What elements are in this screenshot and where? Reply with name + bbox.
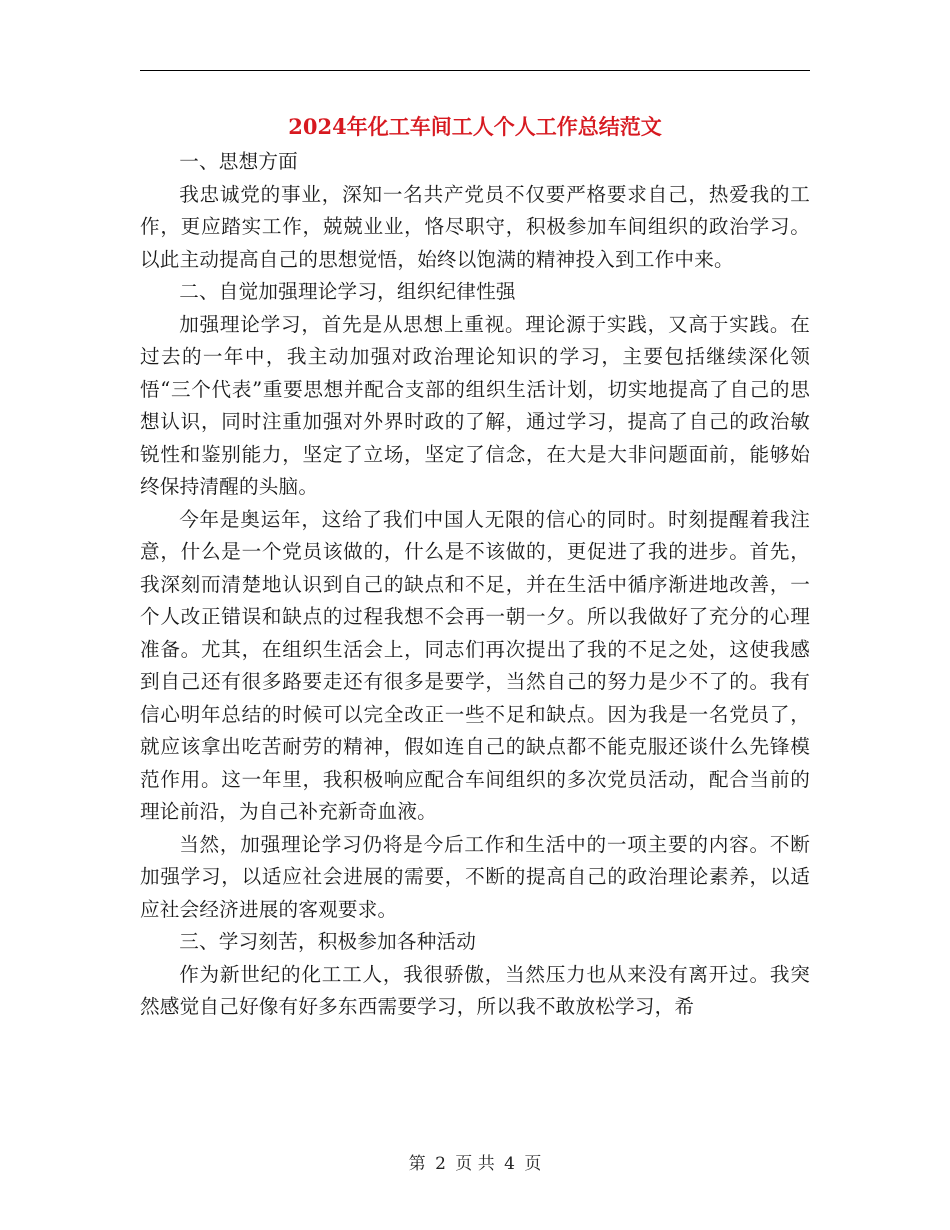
footer-prefix: 第	[408, 1154, 426, 1174]
footer-suffix: 页	[524, 1154, 542, 1174]
footer-total-pages: 4	[504, 1154, 515, 1174]
paragraph-1: 我忠诚党的事业，深知一名共产党员不仅要严格要求自己，热爱我的工作，更应踏实工作，兢兢业业，恪尽职守，积极参加车间组织的政治学习。以此主动提高自己的思想觉悟，始终以饱满的精神投入到工作中来。	[140, 182, 810, 271]
document-body	[140, 146, 810, 1024]
section-heading-1: 一、思想方面	[179, 150, 298, 173]
footer-middle: 页 共	[455, 1154, 495, 1174]
paragraph-4: 当然，加强理论学习仍将是今后工作和生活中的一项主要的内容。不断加强学习，以适应社会进展的需要，不断的提高自己的政治理论素养，以适应社会经济进展的客观要求。	[140, 832, 810, 921]
document-title: 2024年化工车间工人个人工作总结范文	[288, 114, 662, 139]
section-heading-2: 二、自觉加强理论学习，组织纪律性强	[179, 280, 516, 303]
footer-current-page: 2	[435, 1154, 446, 1174]
header-rule	[140, 70, 810, 71]
paragraph-2: 加强理论学习，首先是从思想上重视。理论源于实践，又高于实践。在过去的一年中，我主动加强对政治理论知识的学习，主要包括继续深化领悟“三个代表”重要思想并配合支部的组织生活计划，切实地提高了自己的思想认识，同时注重加强对外界时政的了解，通过学习，提高了自己的政治敏锐性和鉴别能力，坚定了立场，坚定了信念，在大是大非问题面前，能够始终保持清醒的头脑。	[140, 312, 810, 498]
paragraph-3: 今年是奥运年，这给了我们中国人无限的信心的同时。时刻提醒着我注意，什么是一个党员该做的，什么是不该做的，更促进了我的进步。首先，我深刻而清楚地认识到自己的缺点和不足，并在生活中循序渐进地改善，一个人改正错误和缺点的过程我想不会再一朝一夕。所以我做好了充分的心理准备。尤其，在组织生活会上，同志们再次提出了我的不足之处，这使我感到自己还有很多路要走还有很多是要学，当然自己的努力是少不了的。我有信心明年总结的时候可以完全改正一些不足和缺点。因为我是一名党员了，就应该拿出吃苦耐劳的精神，假如连自己的缺点都不能克服还谈什么先锋模范作用。这一年里，我积极响应配合车间组织的多次党员活动，配合当前的理论前沿，为自己补充新奇血液。	[140, 507, 810, 823]
paragraph-5: 作为新世纪的化工工人，我很骄傲，当然压力也从来没有离开过。我突然感觉自己好像有好多东西需要学习，所以我不敢放松学习，希	[140, 962, 810, 1018]
section-heading-3: 三、学习刻苦，积极参加各种活动	[179, 930, 477, 953]
page-footer	[0, 1152, 950, 1176]
